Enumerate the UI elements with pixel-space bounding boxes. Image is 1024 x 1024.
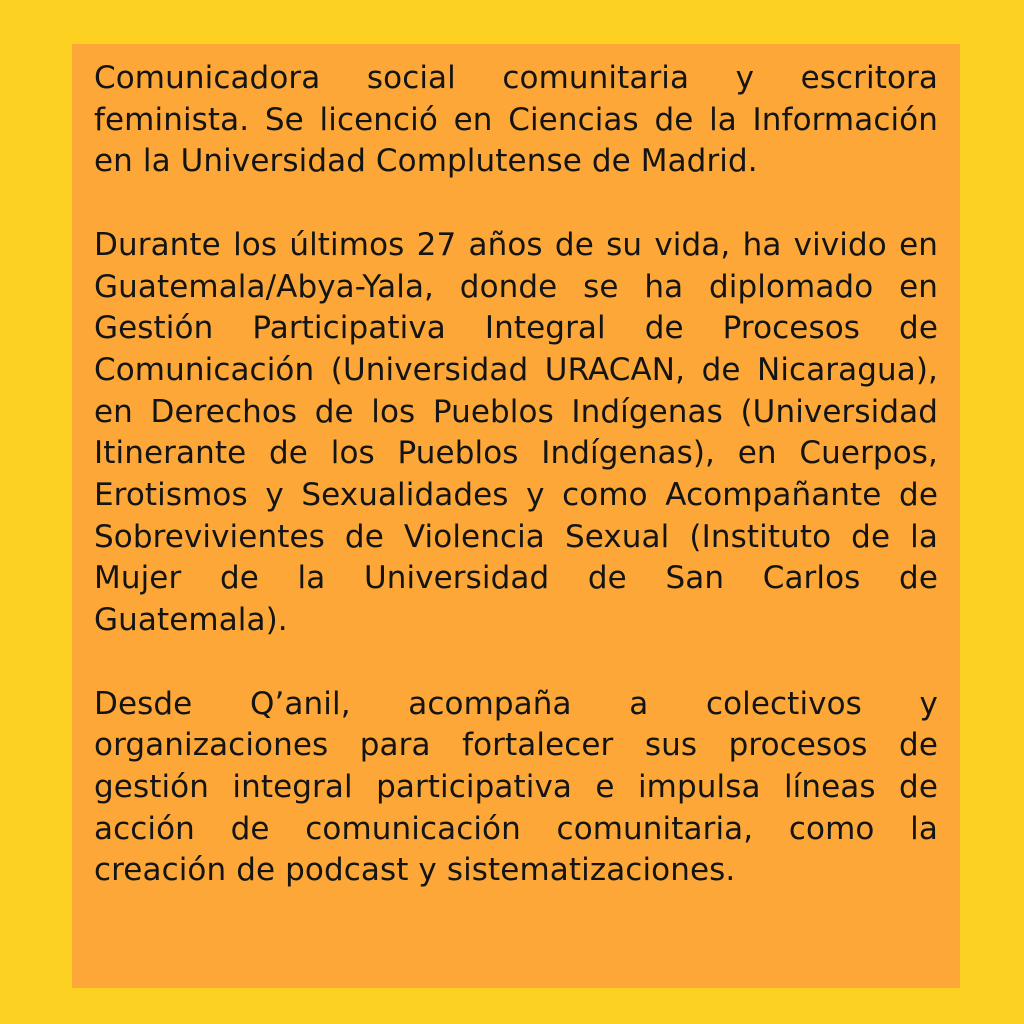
bio-paragraph-training: Comunicadora social comunitaria y escritora feminista. Se licenció en Ciencias de la Información en la Universidad Complutense de Madrid. — [94, 60, 938, 180]
bio-paragraph-guatemala: Durante los últimos 27 años de su vida, ha vivido en Guatemala/Abya-Yala, donde se ha diplomado en Gestión Participativa Integral de Procesos de Comunicación (Universidad URACAN, de Nicaragua), en Derechos de los Pueblos Indígenas (Universidad Itinerante de los Pueblos Indígenas), en Cuerpos, Erotismos y Sexualidades y como Acompañante de Sobrevivientes de Violencia Sexual (Instituto de la Mujer de la Universidad de San Carlos de Guatemala). — [94, 226, 938, 639]
bio-panel — [72, 44, 960, 988]
bio-paragraph-qanil: Desde Q’anil, acompaña a colectivos y organizaciones para fortalecer sus procesos de gestión integral participativa e impulsa líneas de acción de comunicación comunitaria, como la creación de podcast y sistematizaciones. — [94, 685, 938, 889]
